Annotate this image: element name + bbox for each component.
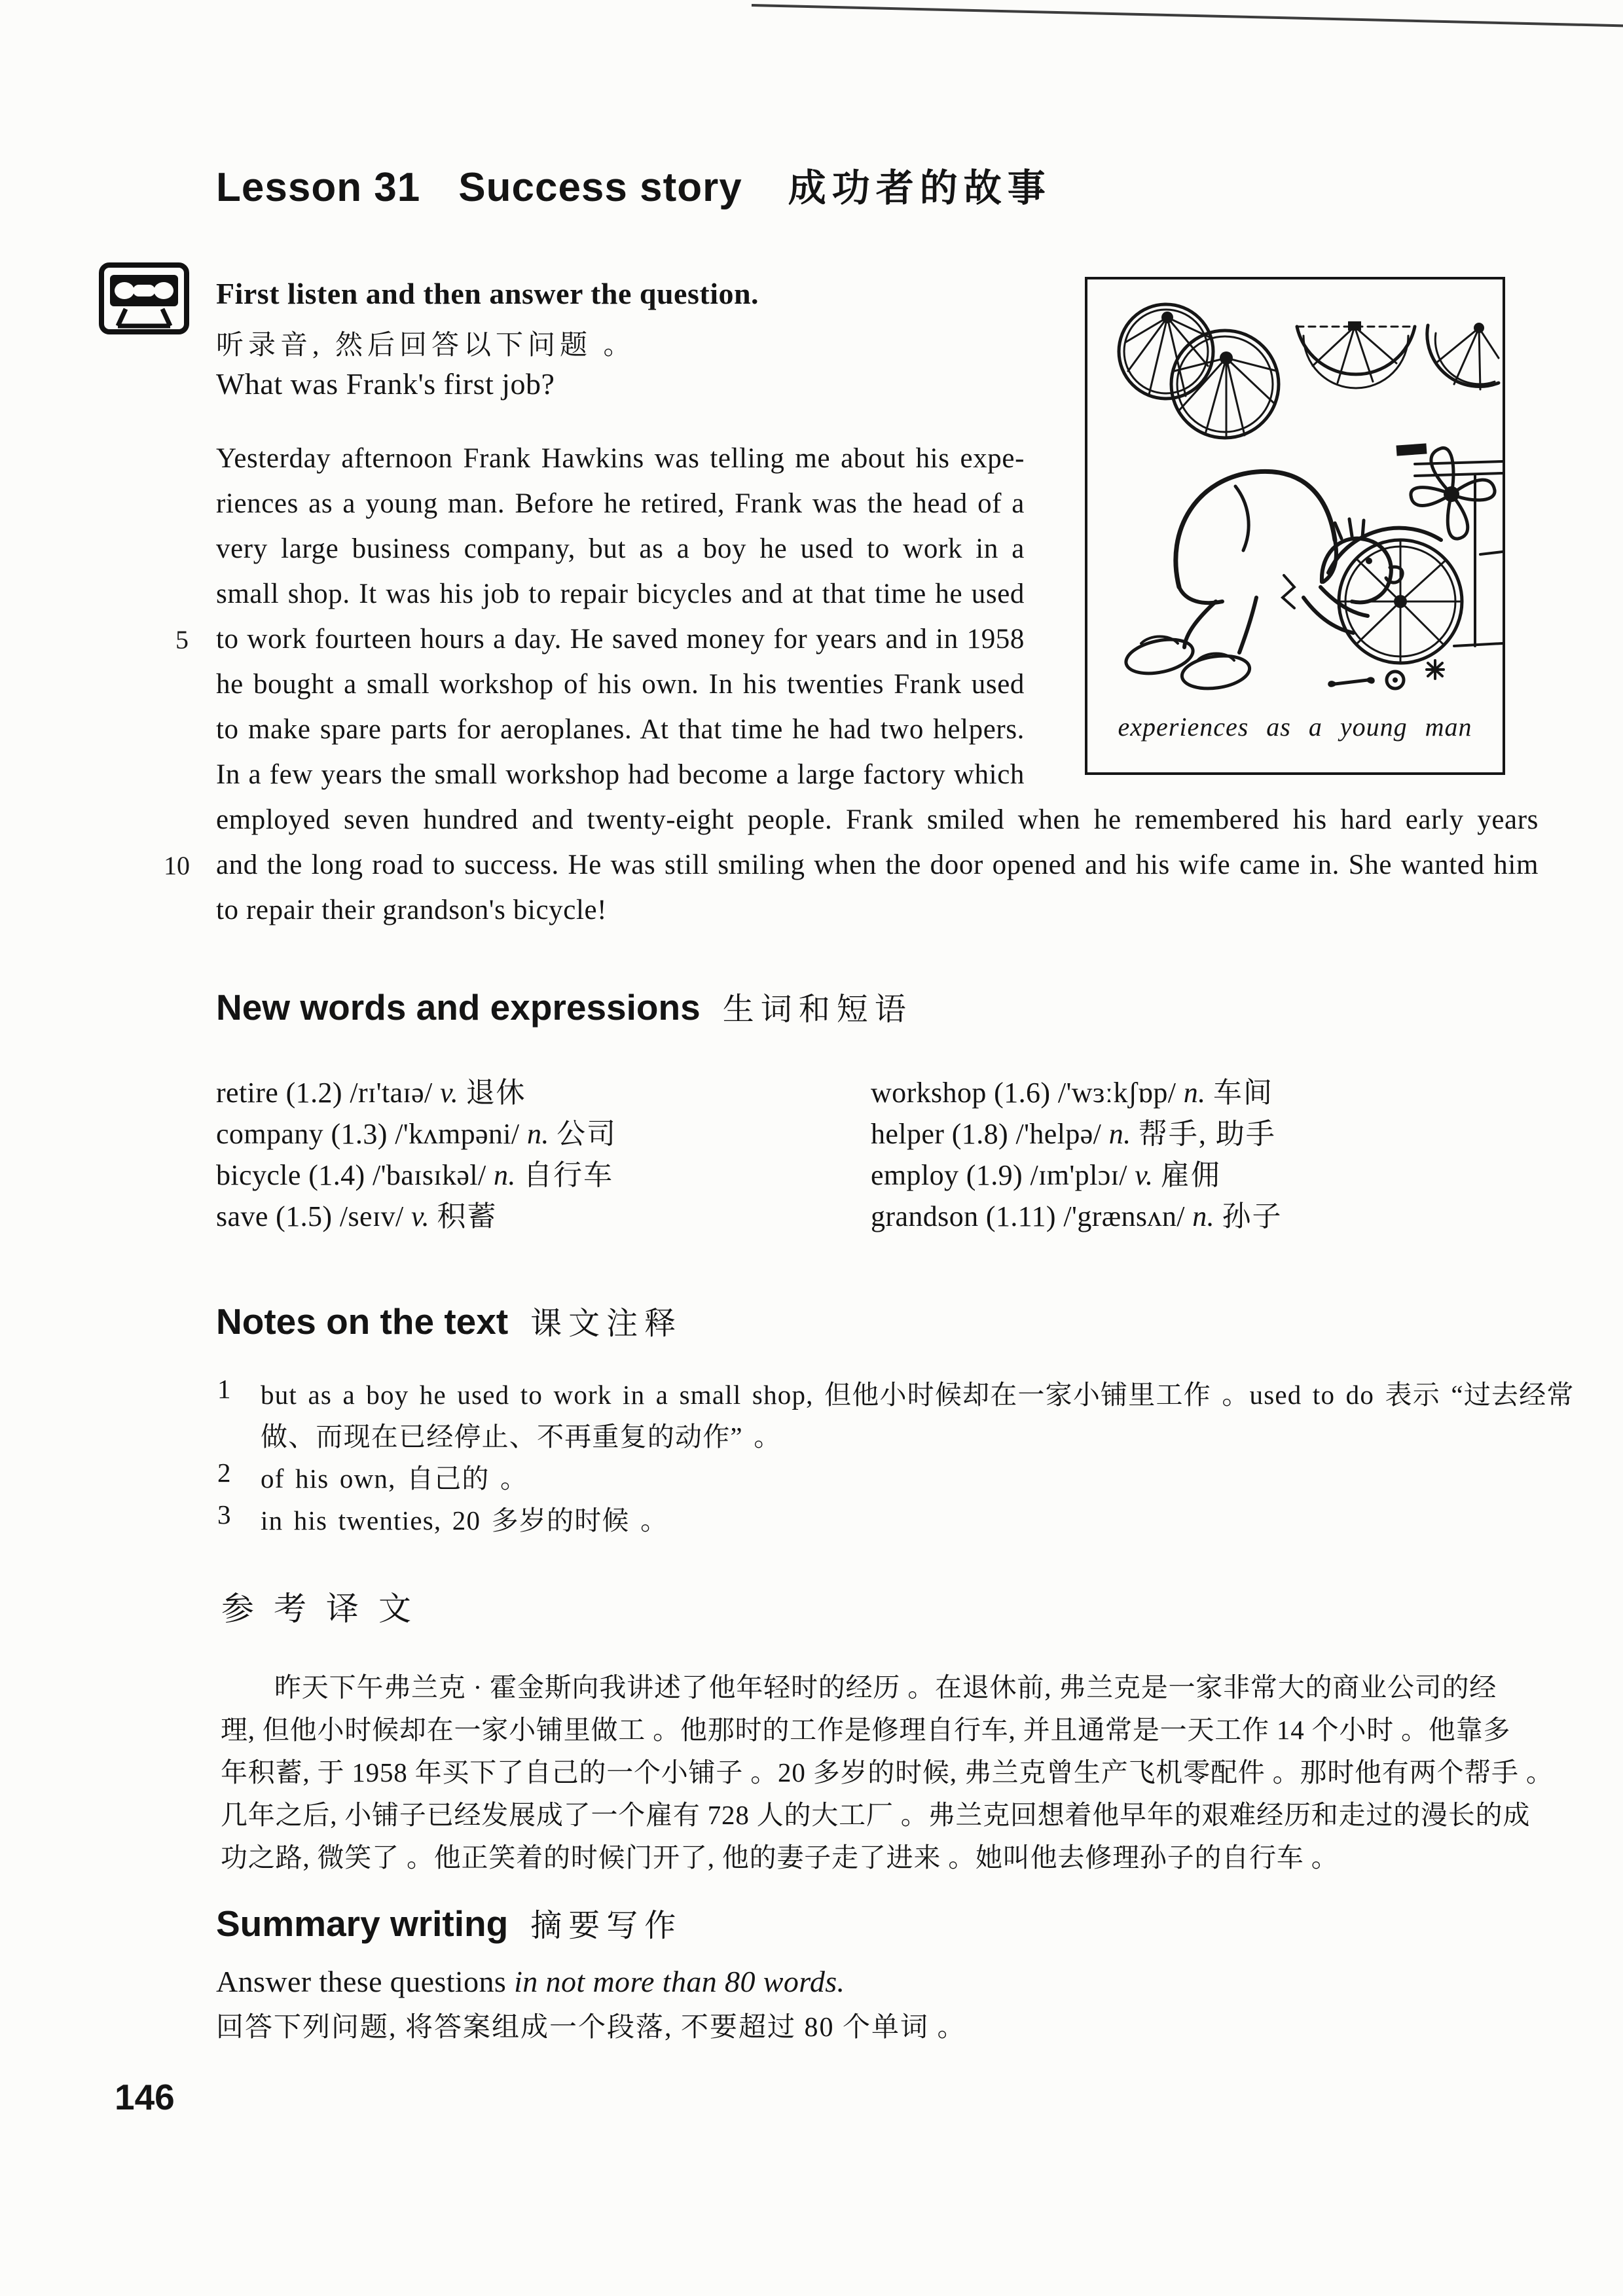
vocab-word-en: workshop (1.6) /'wɜːkʃɒp/	[871, 1077, 1184, 1109]
vocab-word-pos: v.	[411, 1200, 437, 1232]
vocab-entry-save	[216, 1193, 497, 1234]
note-number-1: 1	[217, 1374, 231, 1404]
note-1-line-2: 做、而现在已经停止、不再重复的动作” 。	[261, 1422, 782, 1452]
bicycle-wheel	[1328, 528, 1462, 663]
translation-line-2: 理, 但他小时候却在一家小铺里做工 。他那时的工作是修理自行车, 并且通常是一天工作 14 个小时 。他靠多	[221, 1715, 1511, 1745]
vocab-word-zh: 雇佣	[1160, 1159, 1221, 1191]
summary-instruction-en	[216, 1964, 845, 1999]
passage-line-number-10: 10	[164, 851, 190, 880]
passage-line-10: and the long road to success. He was still smiling when the door opened and his wife came in. She wanted him	[216, 850, 1539, 880]
passage-line-1: Yesterday afternoon Frank Hawkins was telling me about his expe-	[216, 443, 1025, 474]
cassette-icon	[98, 262, 190, 335]
vocab-heading	[216, 984, 913, 1029]
passage-line-6: he bought a small workshop of his own. In his twenties Frank used	[216, 669, 1025, 700]
passage-line-number-5: 5	[175, 625, 189, 655]
note-1-line-1: but as a boy he used to work in a small shop, 但他小时候却在一家小铺里工作 。used to do 表示 “过去经常	[261, 1380, 1575, 1410]
summary-instruction-plain: Answer these questions	[216, 1965, 515, 1998]
lesson-title-zh: 成功者的故事	[788, 167, 1051, 209]
bicycle-repair-cartoon	[1087, 279, 1503, 772]
vocab-entry-employ	[871, 1151, 1221, 1193]
vocab-entry-grandson	[871, 1193, 1282, 1234]
vocab-word-zh: 积蓄	[437, 1200, 498, 1232]
summary-heading	[216, 1900, 682, 1945]
summary-instruction-zh: 回答下列问题, 将答案组成一个段落, 不要超过 80 个单词 。	[216, 2013, 966, 2043]
notes-heading-zh: 课文注释	[530, 1306, 683, 1341]
vocab-word-en: retire (1.2) /rɪ'taɪə/	[216, 1077, 441, 1109]
vocab-word-pos: n.	[526, 1118, 557, 1150]
passage-line-5: to work fourteen hours a day. He saved money for years and in 1958	[216, 624, 1025, 655]
passage-line-3: very large business company, but as a boy he used to work in a	[216, 533, 1025, 564]
fan-propeller	[1396, 443, 1495, 539]
passage-line-7: to make spare parts for aeroplanes. At that time he had two helpers.	[216, 714, 1025, 745]
translation-line-3: 年积蓄, 于 1958 年买下了自己的一个小铺子 。20 多岁的时候, 弗兰克曾生产飞机零配件 。那时他有两个帮手 。	[221, 1757, 1554, 1787]
passage-line-4: small shop. It was his job to repair bicycles and at that time he used	[216, 579, 1025, 609]
vocab-entry-workshop	[871, 1069, 1273, 1111]
vocab-word-zh: 自行车	[523, 1159, 614, 1191]
vocab-entry-helper	[871, 1110, 1276, 1152]
note-2-line-1: of his own, 自己的 。	[261, 1463, 528, 1494]
lesson-number: Lesson 31	[216, 165, 421, 210]
repairman	[1123, 471, 1402, 692]
listen-instruction-en: First listen and then answer the question.	[216, 277, 759, 310]
lesson-title	[216, 157, 1051, 212]
vocab-word-en: employ (1.9) /ɪm'plɔɪ/	[871, 1159, 1135, 1191]
vocab-entry-bicycle	[216, 1151, 613, 1193]
vocab-heading-zh: 生词和短语	[722, 992, 913, 1027]
passage-line-11: to repair their grandson's bicycle!	[216, 895, 608, 925]
vocab-word-pos: n.	[493, 1159, 524, 1191]
illustration-box	[1085, 277, 1505, 775]
translation-line-1: 昨天下午弗兰克 · 霍金斯向我讲述了他年轻时的经历 。在退休前, 弗兰克是一家非常大的商业公司的经	[274, 1672, 1497, 1702]
vocab-word-pos: v.	[1135, 1159, 1161, 1191]
vocab-word-en: helper (1.8) /'helpə/	[871, 1118, 1109, 1150]
vocab-word-pos: v.	[440, 1077, 466, 1109]
vocab-word-zh: 孙子	[1222, 1200, 1283, 1232]
passage-line-9: employed seven hundred and twenty-eight people. Frank smiled when he remembered his hard early years	[216, 804, 1539, 835]
passage-line-8: In a few years the small workshop had become a large factory which	[216, 759, 1025, 790]
summary-heading-zh: 摘要写作	[530, 1909, 683, 1943]
listen-instruction-zh: 听录音, 然后回答以下问题 。	[216, 331, 636, 361]
vocab-word-zh: 帮手, 助手	[1138, 1118, 1276, 1150]
translation-heading: 参考译文	[221, 1590, 431, 1627]
vocab-heading-en: New words and expressions	[216, 987, 701, 1028]
notes-heading	[216, 1298, 682, 1343]
vocab-word-en: grandson (1.11) /'grænsʌn/	[871, 1200, 1193, 1232]
scan-edge-line	[752, 4, 1623, 27]
note-3-line-1: in his twenties, 20 多岁的时候 。	[261, 1505, 668, 1535]
vocab-word-en: save (1.5) /seɪv/	[216, 1200, 412, 1232]
summary-instruction-italic: in not more than 80 words.	[514, 1965, 845, 1998]
vocab-word-zh: 公司	[556, 1118, 617, 1150]
hanging-half-wheel-1	[1297, 321, 1415, 388]
summary-heading-en: Summary writing	[216, 1903, 509, 1944]
note-number-2: 2	[217, 1458, 231, 1488]
notes-heading-en: Notes on the text	[216, 1301, 509, 1342]
vocab-word-pos: n.	[1192, 1200, 1222, 1232]
translation-line-5: 功之路, 微笑了 。他正笑着的时候门开了, 他的妻子走了进来 。她叫他去修理孙子的自行车 。	[221, 1842, 1339, 1873]
listen-question: What was Frank's first job?	[216, 367, 555, 401]
vocab-word-en: bicycle (1.4) /'baɪsɪkəl/	[216, 1159, 494, 1191]
vocab-entry-company	[216, 1110, 617, 1152]
tools	[1330, 660, 1444, 689]
page-number: 146	[115, 2077, 175, 2117]
lesson-title-en: Success story	[458, 165, 742, 210]
passage-line-2: riences as a young man. Before he retired, Frank was the head of a	[216, 488, 1025, 519]
vocab-word-pos: n.	[1183, 1077, 1213, 1109]
translation-line-4: 几年之后, 小铺子已经发展成了一个雇有 728 人的大工厂 。弗兰克回想着他早年的艰难经历和走过的漫长的成	[221, 1800, 1531, 1830]
vocab-entry-retire	[216, 1069, 526, 1111]
vocab-word-zh: 退休	[465, 1077, 526, 1109]
hanging-wheel-1	[1119, 304, 1213, 399]
illustration-caption: experiences as a young man	[1118, 712, 1472, 742]
note-number-3: 3	[217, 1499, 231, 1530]
hanging-half-wheel-2	[1427, 323, 1499, 389]
vocab-word-en: company (1.3) /'kʌmpəni/	[216, 1118, 527, 1150]
vocab-word-pos: n.	[1108, 1118, 1139, 1150]
vocab-word-zh: 车间	[1213, 1077, 1273, 1109]
hanging-wheel-2	[1171, 331, 1279, 438]
